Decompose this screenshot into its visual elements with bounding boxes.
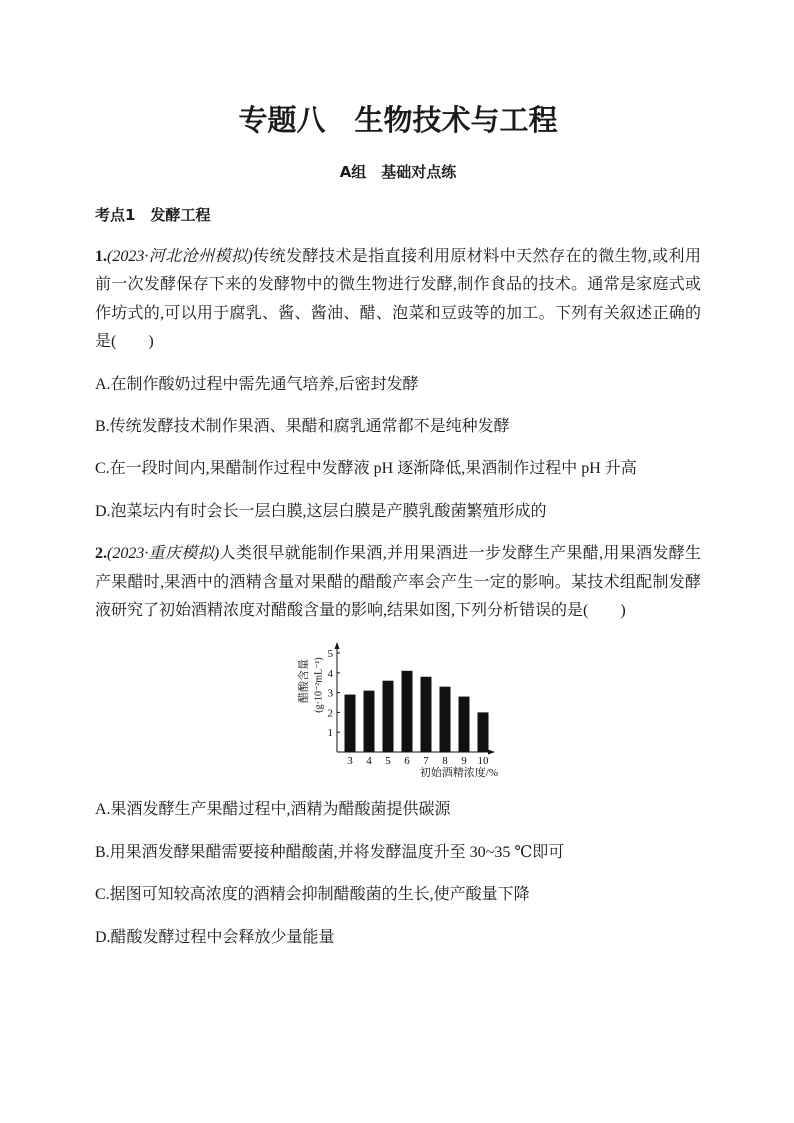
x-tick-label: 9 [461, 755, 467, 768]
x-tick-label: 8 [442, 755, 448, 768]
question-number: 1. [95, 248, 107, 265]
bar-5 [383, 681, 394, 752]
y-axis-label: 醋酸含量 [298, 659, 310, 704]
y-axis-arrow [335, 642, 340, 649]
bar-9 [459, 697, 470, 752]
group-heading: A组 基础对点练 [339, 163, 457, 181]
y-axis-unit: (g·10⁻²mL⁻¹) [313, 657, 325, 714]
x-axis-label: 初始酒精浓度/% [419, 767, 498, 780]
question-text: 传统发酵技术是指直接利用原材料中天然存在的微生物,或利用前一次发酵保存下来的发酵物中的微生物进行发酵,制作食品的技术。通常是家庭式或作坊式的,可以用于腐乳、酱、酱油、醋、泡菜和豆豉等的加工。下列有关叙述正确的是( ) [95, 248, 701, 351]
question-1-option-a: A.在制作酸奶过程中需先通气培养,后密封发酵 [95, 375, 419, 393]
bar-4 [364, 691, 375, 752]
bar-10 [478, 713, 489, 753]
bars [345, 671, 489, 752]
question-source: (2023·重庆模拟) [107, 545, 220, 563]
question-1-option-b: B.传统发酵技术制作果酒、果醋和腐乳通常都不是纯种发酵 [95, 418, 510, 436]
x-tick-label: 3 [347, 755, 353, 768]
x-tick-label: 5 [385, 755, 391, 768]
question-source: (2023·河北沧州模拟) [107, 248, 253, 265]
question-1-option-d: D.泡菜坛内有时会长一层白膜,这层白膜是产膜乳酸菌繁殖形成的 [95, 502, 547, 520]
y-tick-label: 2 [327, 707, 333, 720]
x-ticks [347, 755, 489, 767]
section-heading: 考点1 发酵工程 [95, 206, 211, 224]
question-2-option-b: B.用果酒发酵果醋需要接种醋酸菌,并将发酵温度升至 30~35 ℃即可 [95, 843, 565, 861]
x-tick-label: 7 [423, 755, 429, 768]
y-tick-label: 4 [327, 668, 333, 681]
bar-8 [440, 687, 451, 752]
y-tick-label: 5 [327, 648, 333, 661]
y-tick-label: 3 [327, 688, 333, 701]
question-2-option-a: A.果酒发酵生产果醋过程中,酒精为醋酸菌提供碳源 [95, 801, 451, 819]
question-number: 2. [95, 545, 107, 563]
x-tick-label: 10 [477, 755, 489, 768]
question-text: 人类很早就能制作果酒,并用果酒进一步发酵生产果醋,用果酒发酵生产果醋时,果酒中的酒精含量对果醋的醋酸产率会产生一定的影响。某技术组配制发酵液研究了初始酒精浓度对醋酸含量的影响,结果如图,下列分析错误的是( ) [95, 545, 701, 620]
x-tick-label: 6 [404, 755, 410, 768]
question-2-stem [95, 540, 701, 625]
question-1-option-c: C.在一段时间内,果醋制作过程中发酵液 pH 逐渐降低,果酒制作过程中 pH 升高 [95, 460, 637, 478]
bar-chart [295, 639, 505, 782]
question-2-option-d: D.醋酸发酵过程中会释放少量能量 [95, 928, 335, 946]
x-tick-label: 4 [366, 755, 372, 768]
bar-3 [345, 695, 356, 752]
y-tick-label: 1 [327, 727, 333, 740]
question-1-stem [95, 243, 701, 357]
bar-7 [421, 677, 432, 752]
y-ticks [328, 648, 341, 739]
x-axis-arrow [488, 750, 495, 755]
question-2-option-c: C.据图可知较高浓度的酒精会抑制醋酸菌的生长,使产酸量下降 [95, 886, 530, 904]
page-title: 专题八 生物技术与工程 [238, 103, 558, 137]
bar-6 [402, 671, 413, 752]
worksheet-page [95, 100, 701, 966]
figure-acetic-acid-chart [95, 639, 701, 782]
